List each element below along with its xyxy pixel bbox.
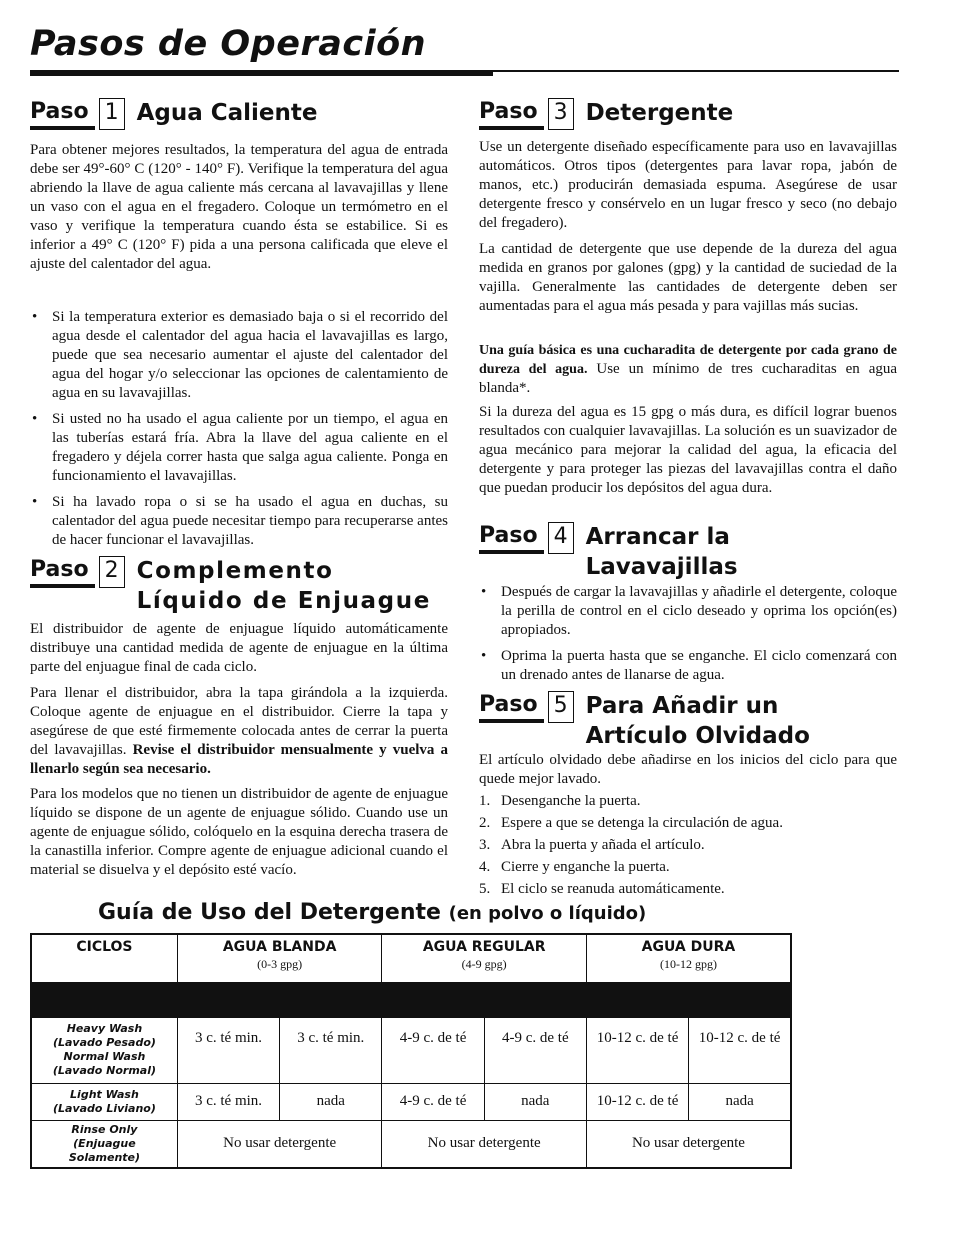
step-title-line: Arrancar la [585,524,730,550]
step2-p2 [30,684,448,779]
table-cell: No usar detergente [586,1120,791,1168]
step-title-line: Artículo Olvidado [585,723,810,749]
guide-title-sub: (en polvo o líquido) [448,903,647,924]
table-cell: 10-12 c. de té [586,1017,688,1083]
header-hard-water [586,934,791,982]
list-item [479,856,897,878]
step-number: 1 [99,98,125,130]
step-title-line: Para Añadir un [585,693,779,719]
list-item: • Si usted no ha usado el agua caliente por un tiempo, el agua en las tuberías estará fría. Abra la llave del agua caliente en el fregadero y déjela correr hasta que salga agua caliente. Ponga en funcionamiento el lavavajillas. [30,410,448,486]
guide-title-main: Guía de Uso del Detergente [98,900,441,925]
table-cell: 4-9 c. de té [382,1017,484,1083]
step-word: Paso [479,98,544,130]
list-number: 4. [479,859,491,875]
step-title: Detergente [585,100,734,126]
step4-heading [479,522,738,582]
cycle-label-line: (Lavado Pesado) [52,1036,156,1049]
table-cell: nada [280,1083,382,1120]
step1-bullets [30,308,448,557]
header-sublabel: (10-12 gpg) [659,957,717,971]
cycle-label-line: (Lavado Liviano) [53,1101,156,1115]
cycle-label-line: (Lavado Normal) [52,1064,157,1077]
step-title [586,691,810,751]
guide-title [98,900,646,925]
list-item [479,790,897,812]
header-sublabel: (4-9 gpg) [461,957,507,971]
step-word: Paso [479,691,544,723]
step2-p1: El distribuidor de agente de enjuague líquido automáticamente distribuye una cantidad medida de agente de enjuague en la última parte del enjuague final de cada ciclo. [30,621,448,675]
list-number: 1. [479,793,491,809]
table-row [31,1083,791,1120]
step2-p3: Para los modelos que no tienen un distribuidor de agente de enjuague líquido se dispone de un agente de enjuague sólido. Cuando use un agente de enjuague sólido, colóquelo en la esquina derecha trasera de la canastilla inferior. Compre agente de enjuague adicional cuando el material se disuelva y el depósito esté vacío. [30,786,448,878]
list-item: • Oprima la puerta hasta que se enganche. El ciclo comenzará con un drenado antes de llanarse de agua. [479,647,897,685]
cycle-label [31,1083,177,1120]
step3-heading [479,98,733,130]
header-regular-water [382,934,587,982]
list-item [479,878,897,900]
table-cell: 4-9 c. de té [484,1017,586,1083]
step4-bullets [479,583,897,692]
cycle-label-line: Heavy Wash [66,1022,143,1035]
step-word: Paso [479,522,544,554]
step-number: 2 [99,556,125,588]
step3-p2: La cantidad de detergente que use depende de la dureza del agua medida en granos por galones (gpg) y la cantidad de suciedad de la vajilla. Generalmente las cantidades de detergente deben ser aumentadas para el agua más pesada y para vajillas más sucias. [479,241,897,314]
header-label: AGUA BLANDA [222,939,337,955]
step-number: 3 [548,98,574,130]
table-cell: 10-12 c. de té [586,1083,688,1120]
step3-p1: Use un detergente diseñado específicamente para uso en lavavajillas automáticos. Otros tipos (detergentes para lavar ropa, jabón de manos, etc.) producirán demasiada espuma. Asegúrese de usar detergente fresco y consérvelo en un lugar fresco y seco (no debajo del fregadero). [479,139,897,231]
list-number: 5. [479,881,491,897]
list-text: Espere a que se detenga la circulación de agua. [501,815,783,831]
table-cell: 3 c. té min. [280,1017,382,1083]
step2-p2-text: Para llenar el distribuidor, abra la tapa girándola a la izquierda. Coloque agente de enjuague en el distribuidor. Cierre la tapa y asegúrese de que esté firmemente colocada antes de cerrar la puerta del lavavajillas. [30,685,448,758]
step3-p3-text: Use un mínimo de tres cucharaditas en agua blanda*. [479,361,898,396]
list-item: • Después de cargar la lavavajillas y añadirle el detergente, coloque la perilla de control en el ciclo deseado y oprima los opción(es) apropiados. [479,583,897,640]
black-band-cell [31,982,791,1017]
list-number: 2. [479,815,491,831]
table-cell: 3 c. té min. [177,1083,279,1120]
table-cell: 4-9 c. de té [382,1083,484,1120]
title-rule-thin [493,70,899,72]
list-text: El ciclo se reanuda automáticamente. [501,881,725,897]
table-cell: 3 c. té min. [177,1017,279,1083]
step2-heading [30,556,431,616]
header-soft-water [177,934,382,982]
step3-p3-bold: Una guía básica es una cucharadita de detergente por cada grano de dureza del agua. [479,343,897,377]
step5-intro: El artículo olvidado debe añadirse en los inicios del ciclo para que quede mejor lavado. [479,752,897,787]
step-title-line: Lavavajillas [585,554,738,580]
list-text: Cierre y enganche la puerta. [501,859,670,875]
list-item [479,834,897,856]
cycle-label [31,1017,177,1083]
table-black-band [31,982,791,1017]
step3-p3 [479,341,897,398]
page-title: Pasos de Operación [30,24,427,64]
title-rule [30,70,493,76]
step-title-line: Líquido de Enjuague [136,588,431,614]
step-number: 5 [548,691,574,723]
header-label: CICLOS [76,939,133,955]
header-cycles [31,934,177,982]
list-item [479,812,897,834]
list-number: 3. [479,837,491,853]
step5-list [479,790,897,900]
step-title: Agua Caliente [136,100,318,126]
header-sublabel: (0-3 gpg) [257,957,303,971]
list-item: • Si ha lavado ropa o si se ha usado el agua en duchas, su calentador del agua puede necesitar tiempo para recuperarse antes de hacer funcionar el lavavajillas. [30,493,448,550]
step3-p4: Si la dureza del agua es 15 gpg o más dura, es difícil lograr buenos resultados con cualquier lavavajillas. La solución es un suavizador de agua mecánico para mejorar la calidad del agua, la eficacia del detergente y para proteger las piezas del lavavajillas contra el daño que puedan producir los depósitos del agua dura. [479,404,897,496]
step-number: 4 [548,522,574,554]
step-title-line: Complemento [136,558,334,584]
step-word: Paso [30,556,95,588]
list-text: Desenganche la puerta. [501,793,641,809]
cycle-label-line: Solamente) [68,1150,141,1164]
header-label: AGUA DURA [641,939,736,955]
list-text: Abra la puerta y añada el artículo. [501,837,705,853]
table-row [31,1017,791,1083]
step2-p2-bold: Revise el distribuidor mensualmente y vuelva a llenarlo según sea necesario. [30,742,449,777]
table-header-row [31,934,791,982]
cycle-label-line: Normal Wash [63,1050,146,1063]
table-cell: nada [689,1083,791,1120]
table-cell: No usar detergente [177,1120,382,1168]
step-title [586,522,738,582]
table-row [31,1120,791,1168]
cycle-label-line: (Enjuague [73,1136,136,1150]
table-cell: nada [484,1083,586,1120]
step-word: Paso [30,98,95,130]
cycle-label-line: Rinse Only [71,1122,138,1136]
step5-heading [479,691,810,751]
table-cell: 10-12 c. de té [689,1017,791,1083]
step1-intro: Para obtener mejores resultados, la temperatura del agua de entrada debe ser 49°-60° C (120° - 140° F). Verifique la temperatura del agua abriendo la llave de agua caliente más cercana al lavavajillas y llene un vaso con el agua en el fregadero. Coloque un termómetro en el vaso y verifique la temperatura cuando ésta se estabilice. Si es inferior a 49° C (120° F) pida a una persona calificada que eleve el ajuste del calentador del agua. [30,142,448,272]
list-item: • Si la temperatura exterior es demasiado baja o si el recorrido del agua desde el calentador del agua hacia el lavavajillas es largo, puede que sea necesario aumentar el ajuste del calentador del agua del hogar y/o seleccionar las opciones de calentamiento de agua en su lavavajillas. [30,308,448,403]
cycle-label-line: Light Wash [70,1087,139,1101]
cycle-label [31,1120,177,1168]
step1-heading [30,98,318,130]
detergent-guide-table [30,933,792,1169]
header-label: AGUA REGULAR [422,939,546,955]
table-cell: No usar detergente [382,1120,587,1168]
step-title [137,556,431,616]
